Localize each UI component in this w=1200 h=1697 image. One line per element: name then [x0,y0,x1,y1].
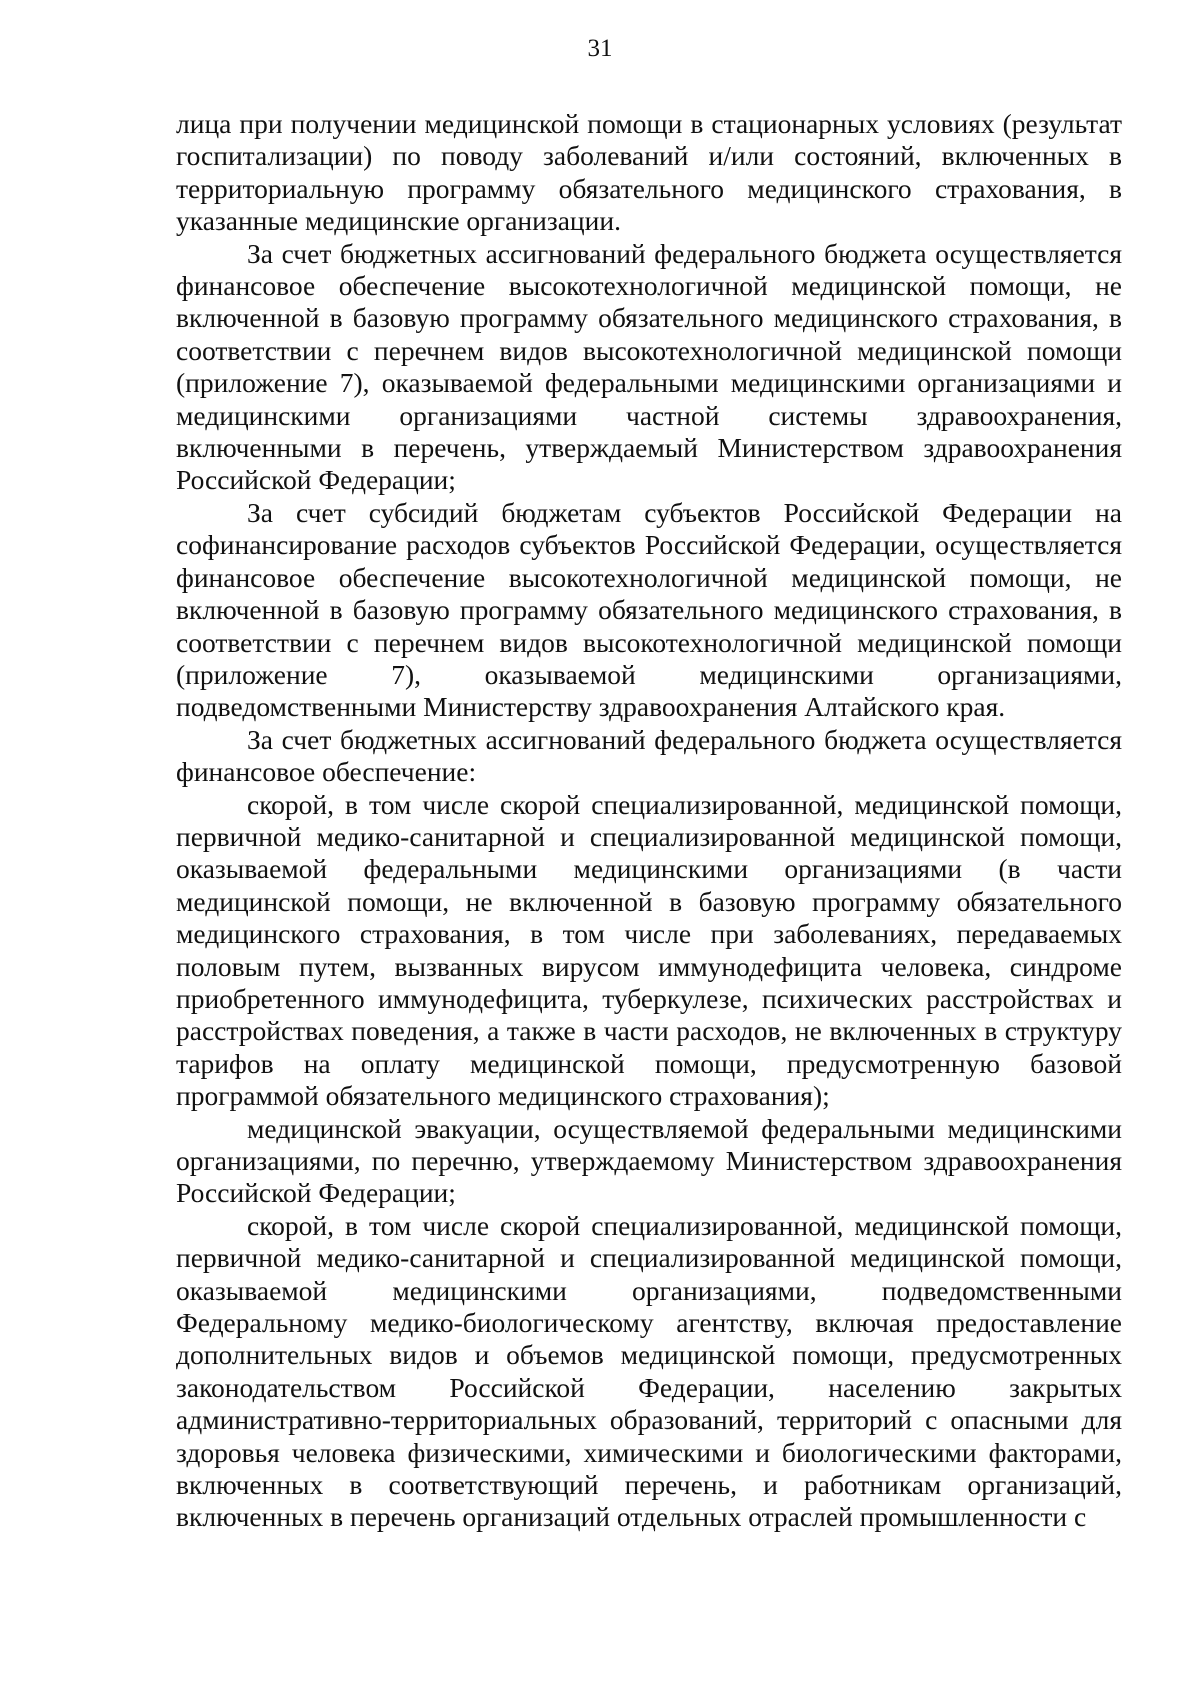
paragraph-3: За счет субсидий бюджетам субъектов Российской Федерации на софинансирование расходов субъектов Российской Федерации, осуществляется финансовое обеспечение высокотехнологичной медицинской помощи, не включенной в базовую программу обязательного медицинского страхования, в соответствии с перечнем видов высокотехнологичной медицинской помощи (приложение 7), оказываемой медицинскими организациями, подведомственными Министерству здравоохранения Алтайского края. [176,496,1122,723]
paragraph-5: скорой, в том числе скорой специализированной, медицинской помощи, первичной медико-санитарной и специализированной медицинской помощи, оказываемой федеральными медицинскими организациями (в части медицинской помощи, не включенной в базовую программу обязательного медицинского страхования, в том числе при заболеваниях, передаваемых половым путем, вызванных вирусом иммунодефицита человека, синдроме приобретенного иммунодефицита, туберкулезе, психических расстройствах и расстройствах поведения, а также в части расходов, не включенных в структуру тарифов на оплату медицинской помощи, предусмотренную базовой программой обязательного медицинского страхования); [176,788,1122,1112]
paragraph-4: За счет бюджетных ассигнований федерального бюджета осуществляется финансовое обеспечение: [176,723,1122,788]
paragraph-6: медицинской эвакуации, осуществляемой федеральными медицинскими организациями, по перечню, утверждаемому Министерством здравоохранения Российской Федерации; [176,1112,1122,1209]
document-body [176,108,1122,1534]
paragraph-2: За счет бюджетных ассигнований федерального бюджета осуществляется финансовое обеспечение высокотехнологичной медицинской помощи, не включенной в базовую программу обязательного медицинского страхования, в соответствии с перечнем видов высокотехнологичной медицинской помощи (приложение 7), оказываемой федеральными медицинскими организациями и медицинскими организациями частной системы здравоохранения, включенными в перечень, утверждаемый Министерством здравоохранения Российской Федерации; [176,237,1122,496]
paragraph-7: скорой, в том числе скорой специализированной, медицинской помощи, первичной медико-санитарной и специализированной медицинской помощи, оказываемой медицинскими организациями, подведомственными Федеральному медико-биологическому агентству, включая предоставление дополнительных видов и объемов медицинской помощи, предусмотренных законодательством Российской Федерации, населению закрытых административно-территориальных образований, территорий с опасными для здоровья человека физическими, химическими и биологическими факторами, включенных в соответствующий перечень, и работникам организаций, включенных в перечень организаций отдельных отраслей промышленности с [176,1209,1122,1533]
page-number: 31 [587,35,613,62]
paragraph-1: лица при получении медицинской помощи в стационарных условиях (результат госпитализации) по поводу заболеваний и/или состояний, включенных в территориальную программу обязательного медицинского страхования, в указанные медицинские организации. [176,108,1122,237]
